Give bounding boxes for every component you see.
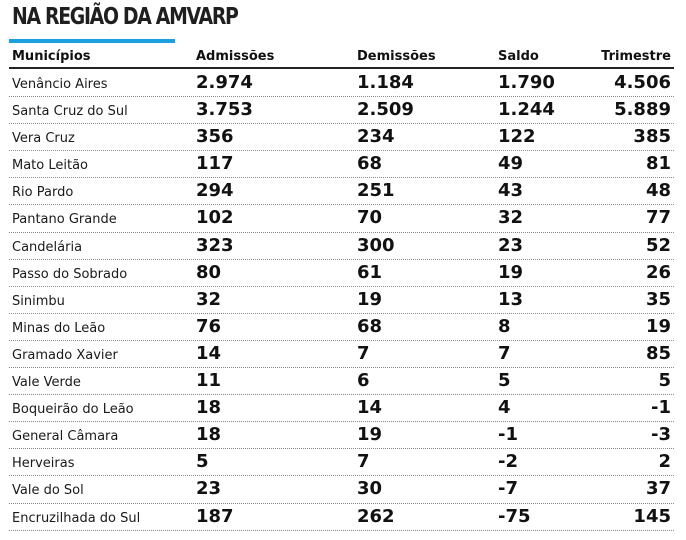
municipio-cell: Rio Pardo bbox=[12, 185, 74, 201]
municipio-cell: Encruzilhada do Sul bbox=[12, 510, 141, 526]
table-row bbox=[0, 205, 686, 232]
municipio-cell: Passo do Sobrado bbox=[12, 266, 128, 282]
saldo-cell: 13 bbox=[498, 288, 524, 310]
header-divider bbox=[9, 67, 674, 69]
saldo-cell: 1.790 bbox=[498, 72, 555, 93]
table-row bbox=[0, 70, 686, 97]
admissoes-cell: 18 bbox=[196, 424, 222, 446]
demissoes-cell: 251 bbox=[357, 180, 395, 202]
table-row bbox=[0, 233, 686, 260]
admissoes-cell: 80 bbox=[196, 261, 222, 283]
table-row bbox=[0, 504, 686, 531]
municipio-cell: Herveiras bbox=[12, 456, 75, 472]
demissoes-cell: 68 bbox=[357, 315, 383, 337]
trimestre-cell: 35 bbox=[645, 288, 671, 310]
municipio-cell: Vale do Sol bbox=[12, 483, 84, 499]
table-row bbox=[0, 476, 686, 503]
admissoes-cell: 356 bbox=[196, 126, 234, 148]
trimestre-cell: -3 bbox=[651, 424, 671, 446]
table-row bbox=[0, 178, 686, 205]
trimestre-cell: 385 bbox=[633, 126, 671, 148]
demissoes-cell: 234 bbox=[357, 126, 395, 148]
trimestre-cell: 5 bbox=[658, 370, 671, 392]
municipio-cell: General Câmara bbox=[12, 429, 119, 445]
saldo-cell: 19 bbox=[498, 261, 524, 283]
table-row bbox=[0, 260, 686, 287]
trimestre-cell: 2 bbox=[658, 451, 671, 473]
table-row bbox=[0, 314, 686, 341]
municipio-cell: Minas do Leão bbox=[12, 320, 106, 336]
saldo-cell: 5 bbox=[498, 370, 511, 392]
header-municipios: Municípios bbox=[12, 49, 91, 64]
admissoes-cell: 117 bbox=[196, 153, 234, 175]
table-row bbox=[0, 97, 686, 124]
trimestre-cell: 19 bbox=[645, 315, 671, 337]
table-body bbox=[0, 70, 686, 531]
demissoes-cell: 30 bbox=[357, 478, 383, 500]
table-row bbox=[0, 287, 686, 314]
trimestre-cell: 52 bbox=[645, 234, 671, 256]
saldo-cell: -1 bbox=[498, 424, 518, 446]
demissoes-cell: 19 bbox=[357, 288, 383, 310]
header-saldo: Saldo bbox=[498, 49, 539, 64]
admissoes-cell: 14 bbox=[196, 342, 222, 364]
trimestre-cell: 145 bbox=[633, 505, 671, 527]
demissoes-cell: 6 bbox=[357, 370, 370, 392]
trimestre-cell: 77 bbox=[645, 207, 671, 229]
trimestre-cell: 37 bbox=[645, 478, 671, 500]
municipio-cell: Vale Verde bbox=[12, 375, 81, 391]
table-row bbox=[0, 341, 686, 368]
title-underline bbox=[9, 39, 175, 43]
saldo-cell: 1.244 bbox=[498, 99, 555, 121]
table-row bbox=[0, 395, 686, 422]
saldo-cell: 49 bbox=[498, 153, 524, 175]
municipio-cell: Mato Leitão bbox=[12, 158, 89, 174]
demissoes-cell: 70 bbox=[357, 207, 383, 229]
municipio-cell: Sinimbu bbox=[12, 293, 65, 309]
demissoes-cell: 1.184 bbox=[357, 72, 414, 93]
admissoes-cell: 2.974 bbox=[196, 72, 253, 93]
table-header bbox=[0, 46, 686, 68]
trimestre-cell: -1 bbox=[651, 397, 671, 419]
demissoes-cell: 300 bbox=[357, 234, 395, 256]
municipio-cell: Santa Cruz do Sul bbox=[12, 104, 128, 120]
saldo-cell: 7 bbox=[498, 342, 511, 364]
header-trimestre: Trimestre bbox=[601, 49, 671, 64]
demissoes-cell: 68 bbox=[357, 153, 383, 175]
admissoes-cell: 32 bbox=[196, 288, 222, 310]
admissoes-cell: 102 bbox=[196, 207, 234, 229]
saldo-cell: 23 bbox=[498, 234, 524, 256]
saldo-cell: 4 bbox=[498, 397, 511, 419]
table-row bbox=[0, 449, 686, 476]
municipio-cell: Gramado Xavier bbox=[12, 347, 118, 363]
trimestre-cell: 26 bbox=[645, 261, 671, 283]
table-row bbox=[0, 124, 686, 151]
table-row bbox=[0, 368, 686, 395]
municipio-cell: Venâncio Aires bbox=[12, 77, 108, 92]
table-title: NA REGIÃO DA AMVARP bbox=[12, 4, 238, 30]
demissoes-cell: 262 bbox=[357, 505, 395, 527]
saldo-cell: -7 bbox=[498, 478, 518, 500]
demissoes-cell: 2.509 bbox=[357, 99, 414, 121]
admissoes-cell: 76 bbox=[196, 315, 222, 337]
table-row bbox=[0, 151, 686, 178]
admissoes-cell: 294 bbox=[196, 180, 234, 202]
saldo-cell: -2 bbox=[498, 451, 518, 473]
demissoes-cell: 19 bbox=[357, 424, 383, 446]
demissoes-cell: 7 bbox=[357, 451, 370, 473]
saldo-cell: 43 bbox=[498, 180, 524, 202]
demissoes-cell: 61 bbox=[357, 261, 383, 283]
admissoes-cell: 187 bbox=[196, 505, 234, 527]
municipio-cell: Candelária bbox=[12, 239, 83, 255]
admissoes-cell: 18 bbox=[196, 397, 222, 419]
saldo-cell: 32 bbox=[498, 207, 524, 229]
header-demissoes: Demissões bbox=[357, 49, 436, 64]
table-row bbox=[0, 422, 686, 449]
admissoes-cell: 3.753 bbox=[196, 99, 253, 121]
municipio-cell: Vera Cruz bbox=[12, 131, 75, 147]
row-divider bbox=[9, 530, 674, 531]
header-admissoes: Admissões bbox=[196, 49, 275, 64]
trimestre-cell: 5.889 bbox=[614, 99, 671, 121]
saldo-cell: 122 bbox=[498, 126, 536, 148]
admissoes-cell: 11 bbox=[196, 370, 222, 392]
trimestre-cell: 48 bbox=[645, 180, 671, 202]
admissoes-cell: 23 bbox=[196, 478, 222, 500]
admissoes-cell: 323 bbox=[196, 234, 234, 256]
trimestre-cell: 4.506 bbox=[614, 72, 671, 93]
saldo-cell: 8 bbox=[498, 315, 511, 337]
trimestre-cell: 85 bbox=[645, 342, 671, 364]
trimestre-cell: 81 bbox=[645, 153, 671, 175]
demissoes-cell: 14 bbox=[357, 397, 383, 419]
admissoes-cell: 5 bbox=[196, 451, 209, 473]
saldo-cell: -75 bbox=[498, 505, 531, 527]
municipio-cell: Boqueirão do Leão bbox=[12, 402, 134, 418]
municipio-cell: Pantano Grande bbox=[12, 212, 117, 228]
demissoes-cell: 7 bbox=[357, 342, 370, 364]
